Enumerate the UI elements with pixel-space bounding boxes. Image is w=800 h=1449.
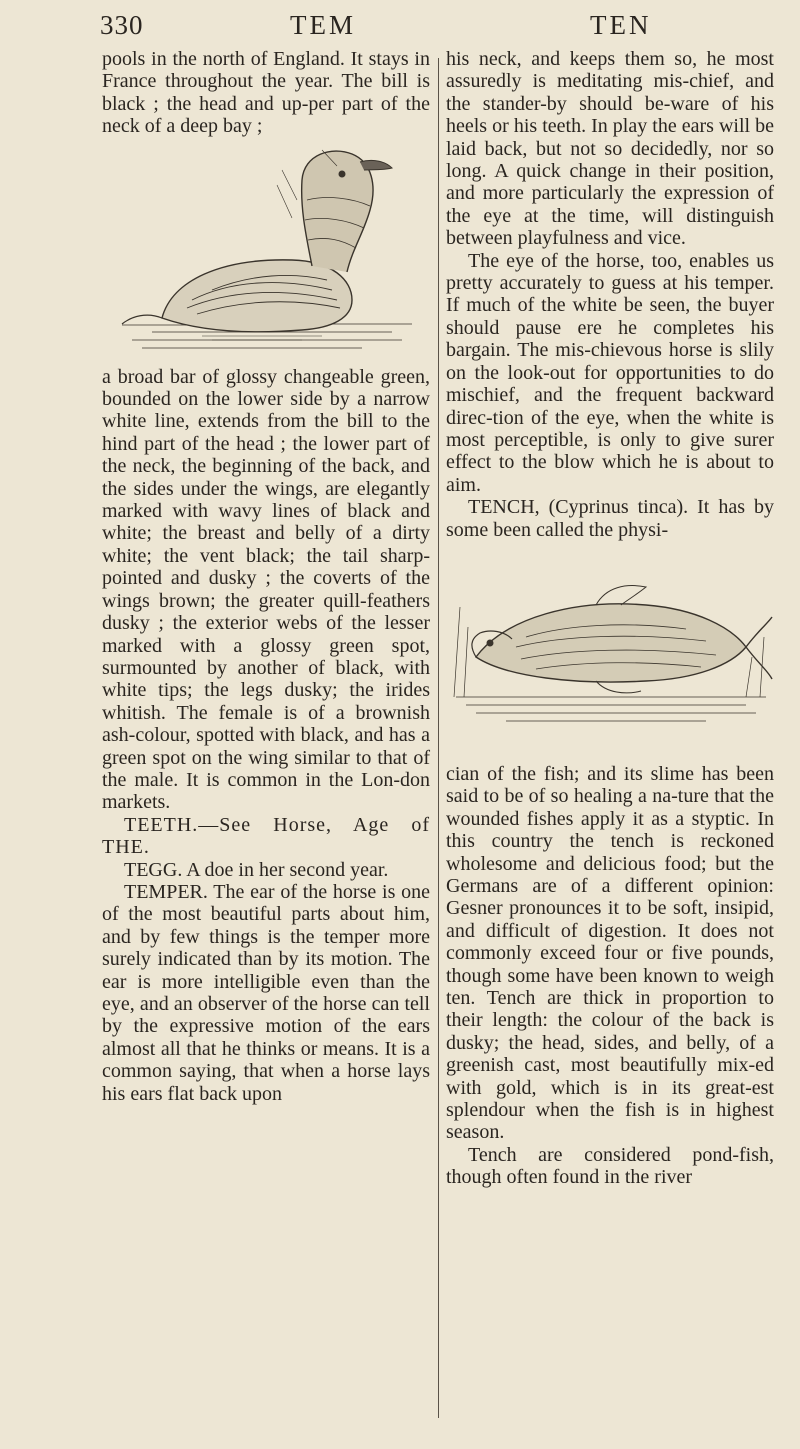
left-column (102, 48, 430, 1105)
fish-engraving-icon (446, 547, 774, 757)
left-running-head: TEM (290, 10, 356, 40)
teal-text-top: pools in the north of England. It stays in France throughout the year. The bill is black ; the head and up-per part of the neck of a deep bay ; (102, 48, 430, 138)
page-header (0, 4, 800, 44)
teal-description: a broad bar of glossy changeable green, bounded on the lower side by a narrow white line, extends from the bill to the hind part of the head ; the lower part of the neck, the beginning of the back, and the sides under the wings, are elegantly marked with wavy lines of black and white; the breast and belly of a dirty white; the vent black; the tail sharp-pointed and dusky ; the coverts of the wings brown; the greater quill-feathers dusky ; the exterior webs of the lesser marked with a glossy green spot, surmounted by another of black, with white tips; the legs dusky; the irides whitish. The female is of a brownish ash-colour, spotted with black, and has a green spot on the wing similar to that of the male. It is common in the Lon-don markets. (102, 365, 430, 814)
right-running-head: TEN (590, 10, 652, 40)
temper-continued: his neck, and keeps them so, he most assuredly is meditating mis-chief, and the stander-by should be-ware of his heels or his teeth. In play the ears will be laid back, but not so decidedly, nor so long. A quick change in their position, and more particularly the expression of the eye at the time, will distinguish between playfulness and vice. (446, 48, 774, 250)
tench-entry-heading: TENCH, (Cyprinus tinca). It has by some been called the physi- (446, 496, 774, 541)
teeth-entry: TEETH.—See Horse, Age of THE. (102, 813, 430, 859)
tench-illustration (446, 547, 774, 757)
teal-duck-illustration (102, 140, 430, 360)
tench-pond-fish: Tench are considered pond-fish, though often found in the river (446, 1143, 774, 1189)
tench-description: cian of the fish; and its slime has been said to be of so healing a na-ture that the wounded fishes apply it as a styptic. In this country the tench is reckoned wholesome and delicious food; but the Germans are of a different opinion: Gesner pronounces it to be soft, insipid, and difficult of digestion. It does not commonly exceed four or five pounds, though some have been known to weigh ten. Tench are thick in proportion to their length: the colour of the back is dusky; the head, sides, and belly, of a greenish cast, most beautifully mix-ed with gold, which is in its great-est splendour when the fish is in highest season. (446, 762, 774, 1144)
tegg-entry: TEGG. A doe in her second year. (124, 858, 389, 881)
page-number: 330 (100, 10, 144, 40)
column-divider (438, 58, 439, 1418)
duck-engraving-icon (102, 140, 430, 360)
right-column (446, 48, 774, 1189)
temper-entry: TEMPER. The ear of the horse is one of the most beautiful parts about him, and by few things is the temper more surely indicated than by its motion. The ear is more intelligible even than the eye, and an observer of the horse can tell by the expressive motion of the ears almost all that he thinks or means. It is a common saying, that when a horse lays his ears flat back upon (102, 880, 430, 1105)
horse-eye-paragraph: The eye of the horse, too, enables us pretty accurately to guess at his temper. If much of the white be seen, the buyer should pause ere he completes his bargain. The mis-chievous horse is slily on the look-out for opportunities to do mischief, and the frequent backward direc-tion of the eye, when the white is most perceptible, is only to give surer effect to the blow which he is about to aim. (446, 249, 774, 496)
